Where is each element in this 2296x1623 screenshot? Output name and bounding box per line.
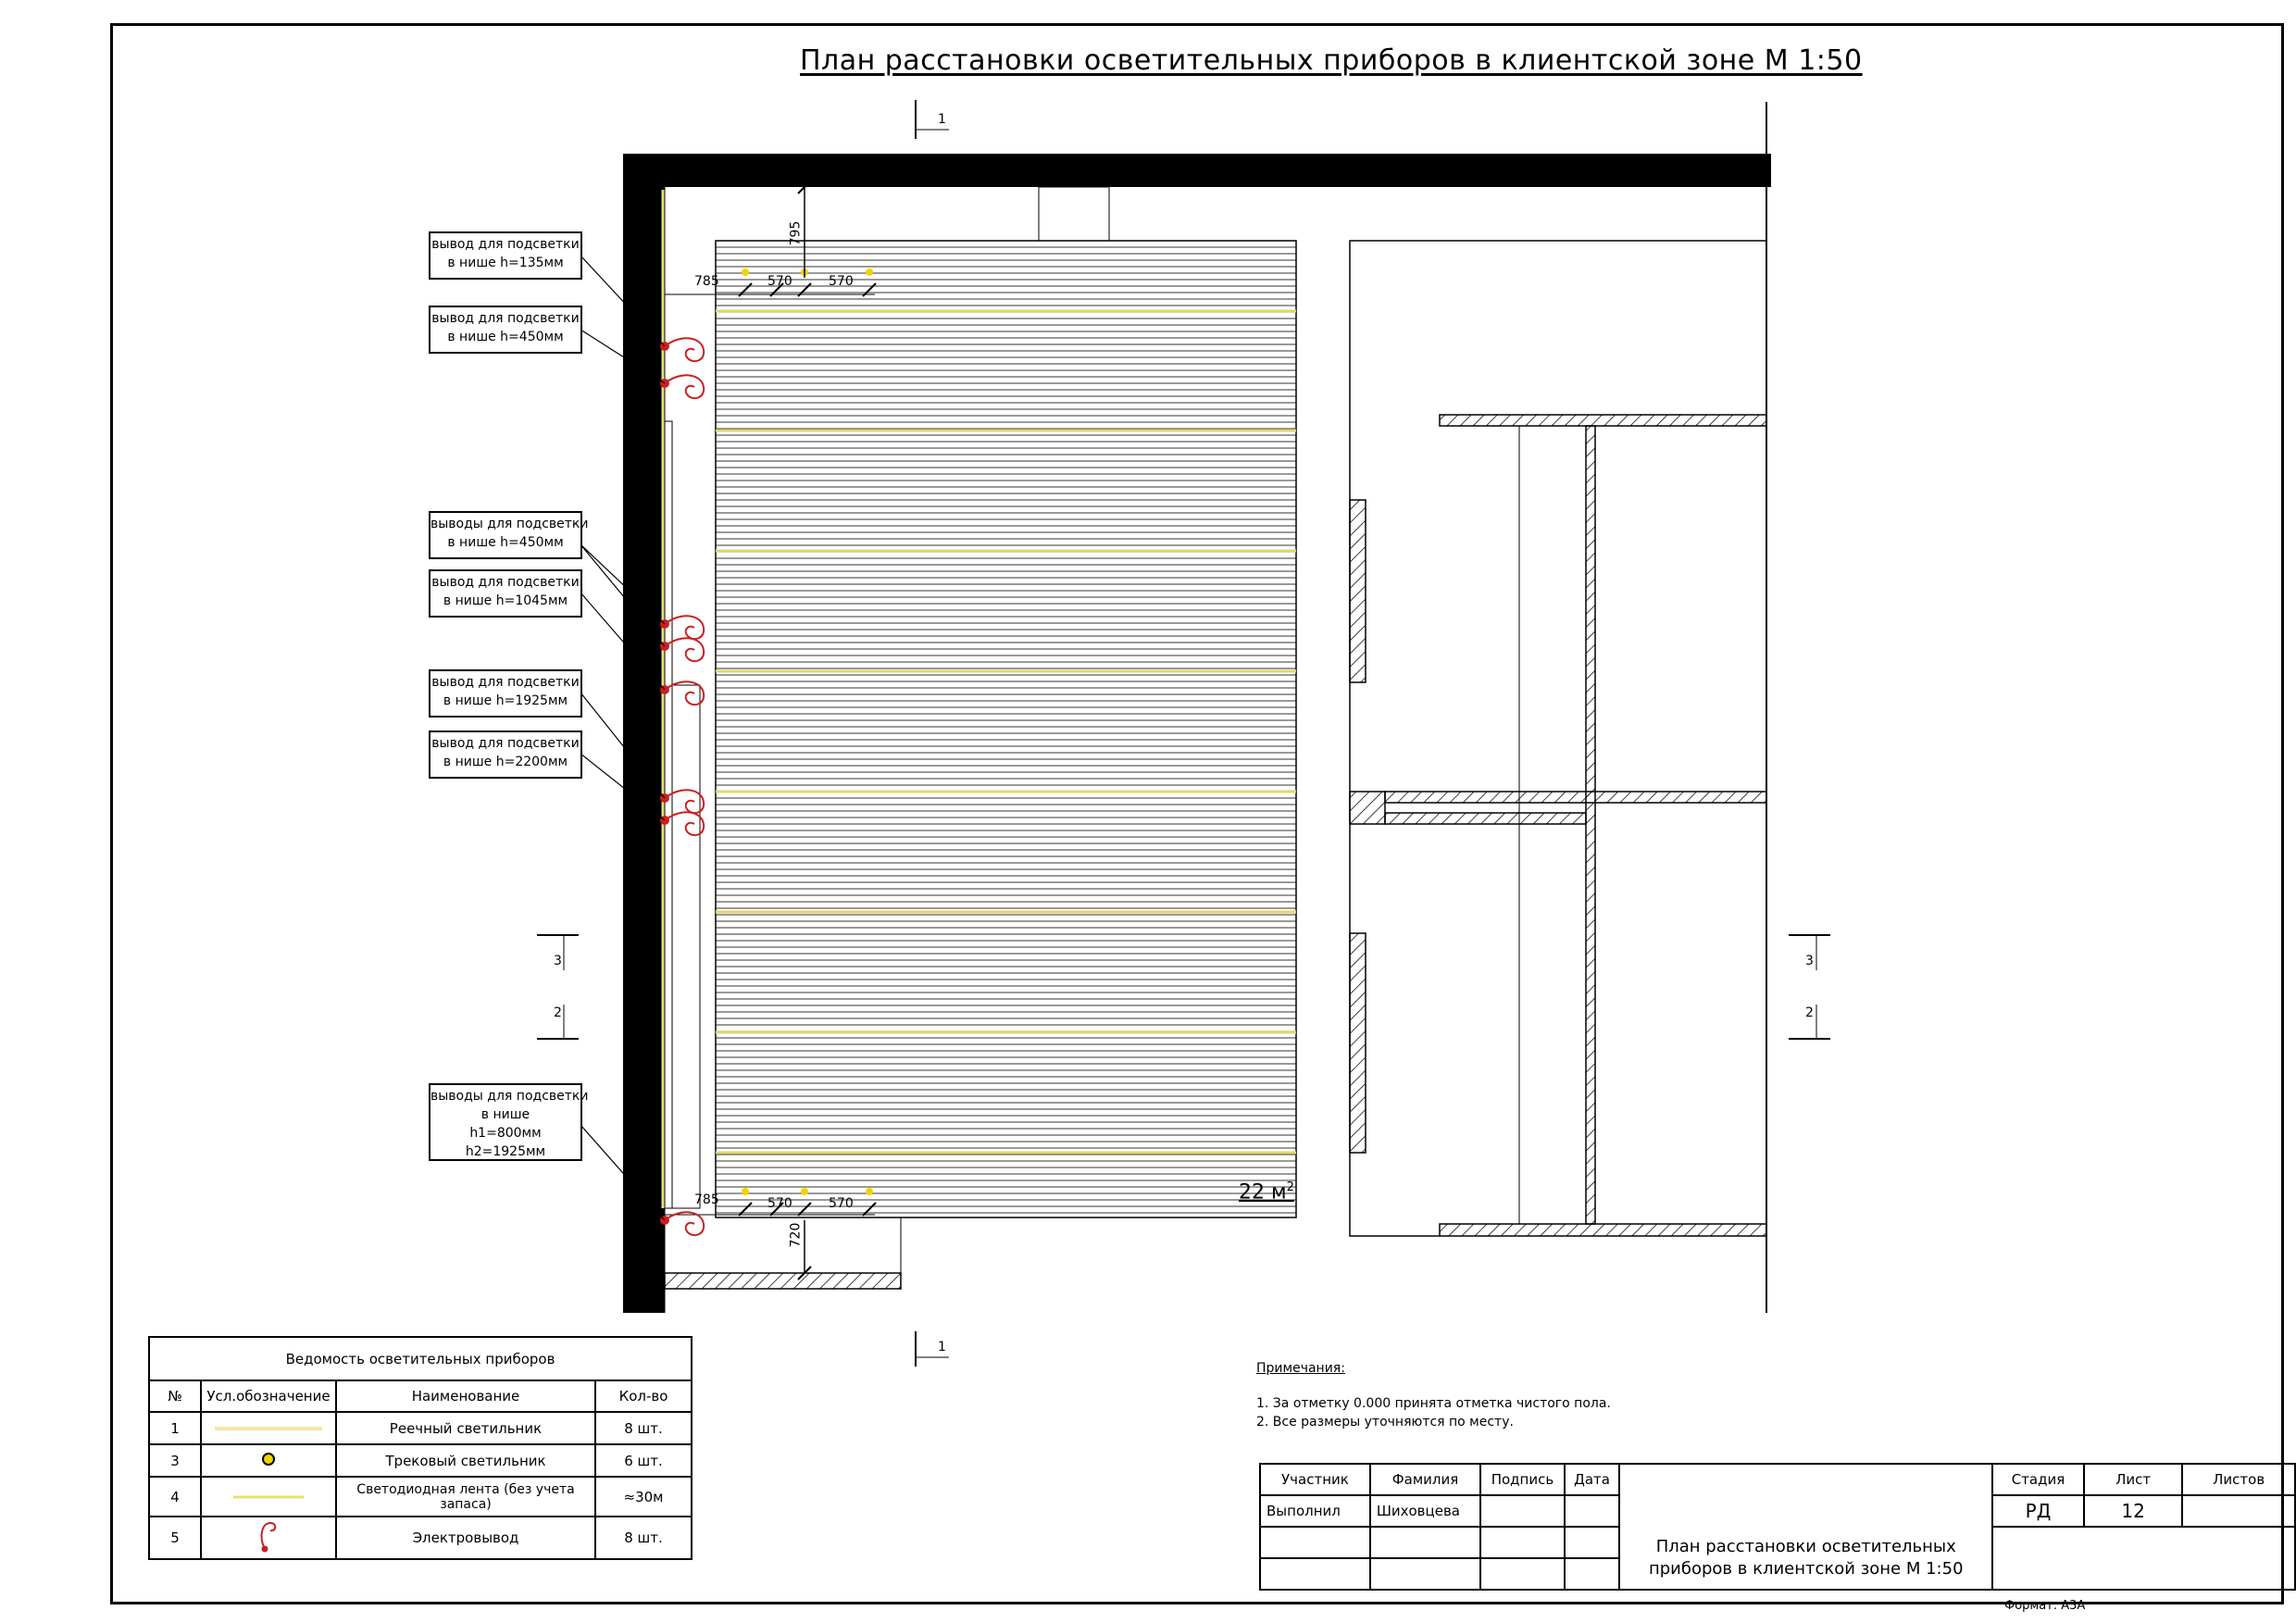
partition-middle [1385, 792, 1766, 803]
section-label-3-right: 3 [1805, 954, 1814, 968]
callout-outlet-450: вывод для подсветки в нише h=450мм [429, 306, 582, 354]
wall-segment-upper [1350, 500, 1366, 682]
partition-top [1440, 415, 1766, 426]
legend-header-symbol: Усл.обозначение [201, 1380, 336, 1412]
legend-header-name: Наименование [336, 1380, 595, 1412]
dim-bottom-a: 570 [767, 1196, 792, 1211]
slat-line-icon [213, 1424, 324, 1433]
wall-segment-lower [1350, 933, 1366, 1153]
section-label-2-right: 2 [1805, 1005, 1814, 1020]
left-wall [623, 154, 665, 1313]
legend-row: 3 Трековый светильник 6 шт. [149, 1444, 692, 1477]
doc-title-line-1: План расстановки осветительных [1655, 1536, 1956, 1556]
notes [1256, 1361, 1611, 1433]
dim-top-b: 570 [829, 274, 854, 289]
bottom-wall [665, 1273, 901, 1289]
track-light-icon [259, 1450, 278, 1468]
partition-bottom [1440, 1224, 1766, 1236]
section-label-2-left: 2 [554, 1005, 562, 1020]
dim-bottom-offset: 785 [694, 1192, 719, 1207]
note-1: 1. За отметку 0.000 принята отметка чистого пола. [1256, 1396, 1611, 1411]
callout-outlet-2200: вывод для подсветки в нише h=2200мм [429, 730, 582, 779]
dim-top-vertical: 795 [788, 220, 804, 246]
legend-row: 1 Реечный светильник 8 шт. [149, 1412, 692, 1444]
power-outlet-icon [257, 1517, 280, 1554]
section-label-3-left: 3 [554, 954, 562, 968]
notes-title: Примечания: [1256, 1361, 1345, 1376]
led-strip-icon [231, 1492, 306, 1502]
legend-header-n: № [149, 1380, 201, 1412]
partition-vertical [1586, 426, 1595, 1224]
callout-outlets-800-1925: выводы для подсветки в нише h1=800мм h2=1925мм [429, 1083, 582, 1161]
legend-title: Ведомость осветительных приборов [149, 1337, 692, 1380]
callout-outlet-135: вывод для подсветки в нише h=135мм [429, 231, 582, 280]
section-label-1-top: 1 [938, 112, 946, 127]
power-outlets [661, 338, 704, 1235]
drawing-title: План расстановки осветительных приборов в клиентской зоне М 1:50 [800, 44, 1863, 77]
dim-top-offset: 785 [694, 274, 719, 289]
room-outline [1350, 241, 1766, 1236]
format-label: Формат: А3А [2004, 1599, 2086, 1613]
area-label: 22 $м^2$ [1239, 1180, 1294, 1205]
legend-table [148, 1336, 693, 1560]
callout-outlet-1925: вывод для подсветки в нише h=1925мм [429, 669, 582, 718]
doc-title-line-2: приборов в клиентской зоне М 1:50 [1648, 1558, 1964, 1579]
title-block: Участник Фамилия Подпись Дата Стадия Лист Листов Выполнил Шиховцева РД 12 План расстановки осветительных приборов в клиентской зоне М 1:50 [1259, 1463, 2296, 1591]
dim-top-a: 570 [767, 274, 792, 289]
callout-outlets-450: выводы для подсветки в нише h=450мм [429, 511, 582, 559]
note-2: 2. Все размеры уточняются по месту. [1256, 1415, 1514, 1429]
slat-ceiling [716, 241, 1296, 1217]
top-wall [623, 154, 1771, 187]
legend-header-qty: Кол-во [595, 1380, 692, 1412]
dim-bottom-vertical: 720 [788, 1222, 804, 1248]
section-label-1-bottom: 1 [938, 1340, 946, 1355]
dim-bottom-b: 570 [829, 1196, 854, 1211]
legend-row: 4 Светодиодная лента (без учета запаса) ≈30м [149, 1477, 692, 1517]
callout-outlet-1045: вывод для подсветки в нише h=1045мм [429, 569, 582, 618]
legend-row: 5 Электровывод 8 шт. [149, 1517, 692, 1559]
